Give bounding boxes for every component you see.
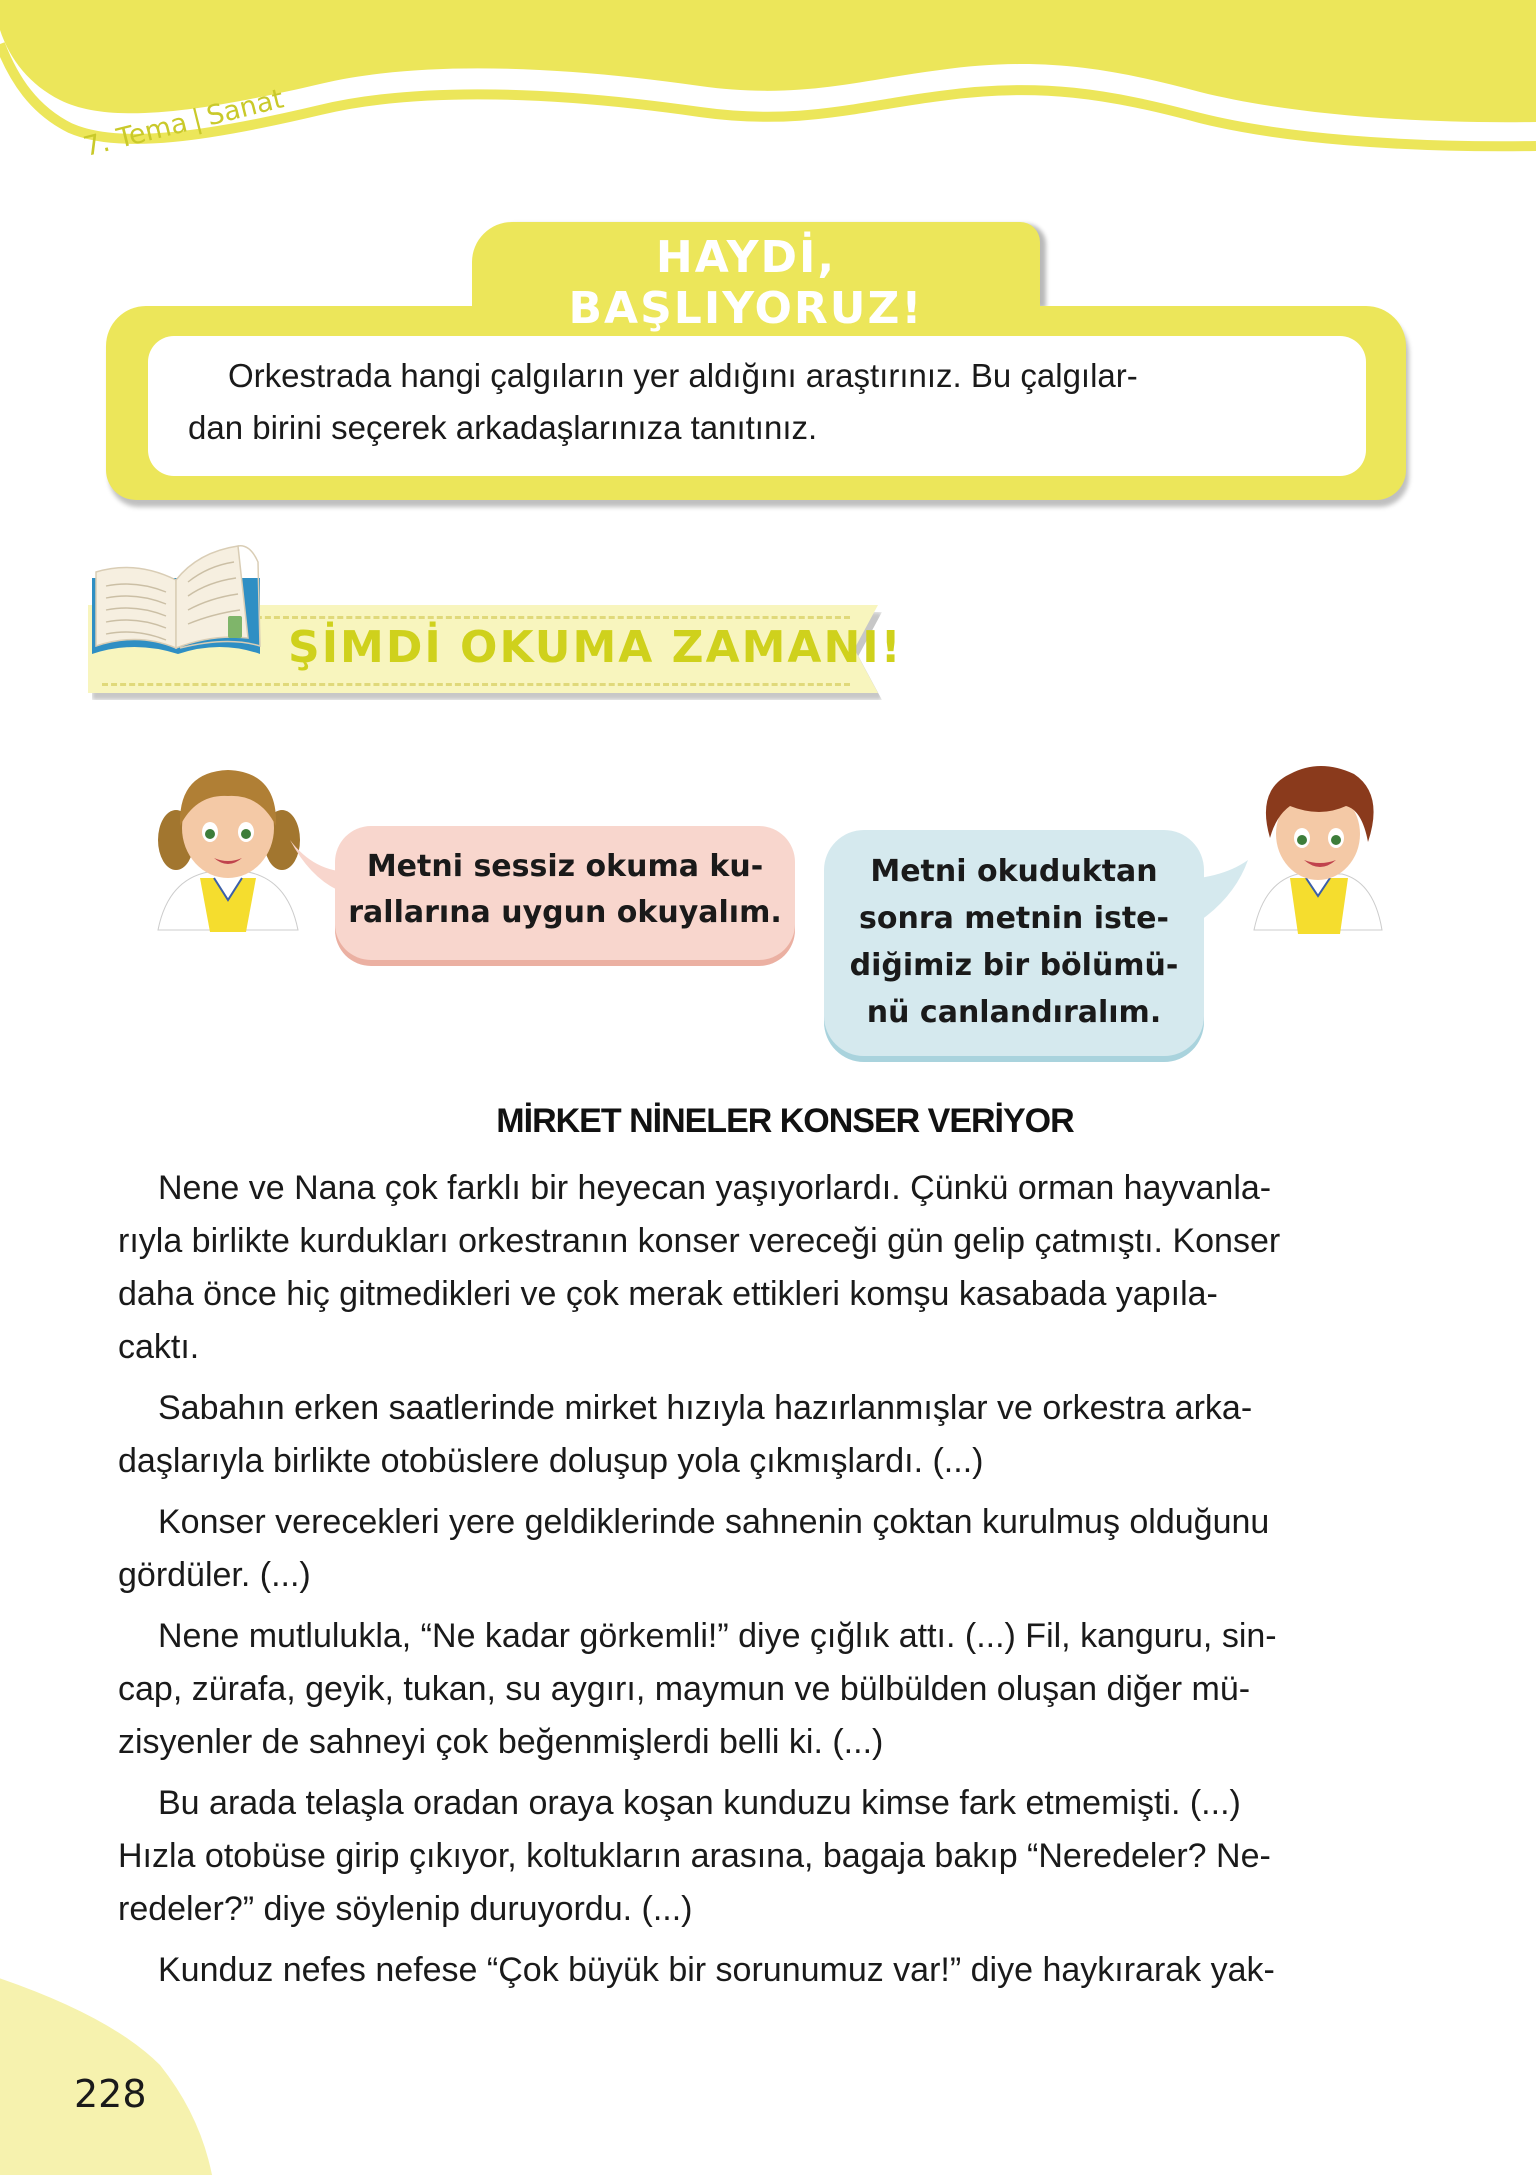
story-line: cap, zürafa, geyik, tukan, su aygırı, maymun ve bülbülden oluşan diğer mü- [118, 1670, 1251, 1708]
story-line: Bu arada telaşla oradan oraya koşan kunduzu kimse fark etmemişti. (...) [158, 1784, 1241, 1822]
bubble-line: rallarına uygun okuyalım. [348, 895, 782, 930]
story-line: rıyla birlikte kurdukları orkestranın konser vereceği gün gelip çatmıştı. Konser [118, 1222, 1281, 1260]
story-line: Kunduz nefes nefese “Çok büyük bir sorunumuz var!” diye haykırarak yak- [158, 1951, 1275, 1989]
story-paragraph [118, 1162, 1418, 1374]
instruction-line: dan birini seçerek arkadaşlarınıza tanıtınız. [188, 409, 818, 446]
theme-number: 7. Tema [80, 107, 191, 163]
story-paragraph [118, 1777, 1418, 1936]
instruction-line: Orkestrada hangi çalgıların yer aldığını araştırınız. Bu çalgılar- [228, 357, 1138, 394]
open-book-icon [88, 542, 264, 660]
story-body [118, 1162, 1418, 2005]
story-line: zisyenler de sahneyi çok beğenmişlerdi belli ki. (...) [118, 1723, 884, 1761]
girl-character-icon [148, 760, 308, 938]
story-line: Hızla otobüse girip çıkıyor, koltukların arasına, bagaja bakıp “Neredeler? Ne- [118, 1837, 1271, 1875]
start-section-title: HAYDİ, BAŞLIYORUZ! [568, 232, 924, 334]
story-line: Konser verecekleri yere geldiklerinde sahnenin çoktan kurulmuş olduğunu [158, 1503, 1270, 1541]
bubble-line: nü canlandıralım. [866, 995, 1162, 1030]
story-line: daha önce hiç gitmedikleri ve çok merak ettikleri komşu kasabada yapıla- [118, 1275, 1218, 1313]
story-line: Sabahın erken saatlerinde mirket hızıyla hazırlanmışlar ve orkestra arka- [158, 1389, 1253, 1427]
boy-character-icon [1250, 760, 1386, 938]
reading-section-title: ŞİMDİ OKUMA ZAMANI! [288, 622, 903, 673]
speech-bubble-boy-text [824, 848, 1204, 1036]
story-line: gördüler. (...) [118, 1556, 311, 1594]
header-wave-decoration [0, 0, 1536, 160]
story-paragraph [118, 1610, 1418, 1769]
start-section-instructions [188, 350, 1328, 454]
speech-bubble-girl-text [335, 844, 795, 936]
story-paragraph [118, 1944, 1418, 1997]
theme-separator: | [188, 103, 206, 136]
page-number: 228 [74, 2072, 147, 2116]
story-line: caktı. [118, 1328, 200, 1366]
story-paragraph [118, 1382, 1418, 1488]
bubble-line: diğimiz bir bölümü- [849, 948, 1179, 983]
story-line: Nene ve Nana çok farklı bir heyecan yaşıyorlardı. Çünkü orman hayvanla- [158, 1169, 1272, 1207]
bubble-line: Metni okuduktan [870, 854, 1158, 889]
story-line: Nene mutlulukla, “Ne kadar görkemli!” diye çığlık attı. (...) Fil, kanguru, sin- [158, 1617, 1277, 1655]
bubble-line: Metni sessiz okuma ku- [366, 849, 764, 884]
story-line: redeler?” diye söylenip duruyordu. (...) [118, 1890, 693, 1928]
theme-name: Sanat [203, 83, 287, 133]
bubble-line: sonra metnin iste- [859, 901, 1169, 936]
story-line: daşlarıyla birlikte otobüslere doluşup yola çıkmışlardı. (...) [118, 1442, 984, 1480]
story-title: MİRKET NİNELER KONSER VERİYOR [496, 1102, 1074, 1140]
story-paragraph [118, 1496, 1418, 1602]
